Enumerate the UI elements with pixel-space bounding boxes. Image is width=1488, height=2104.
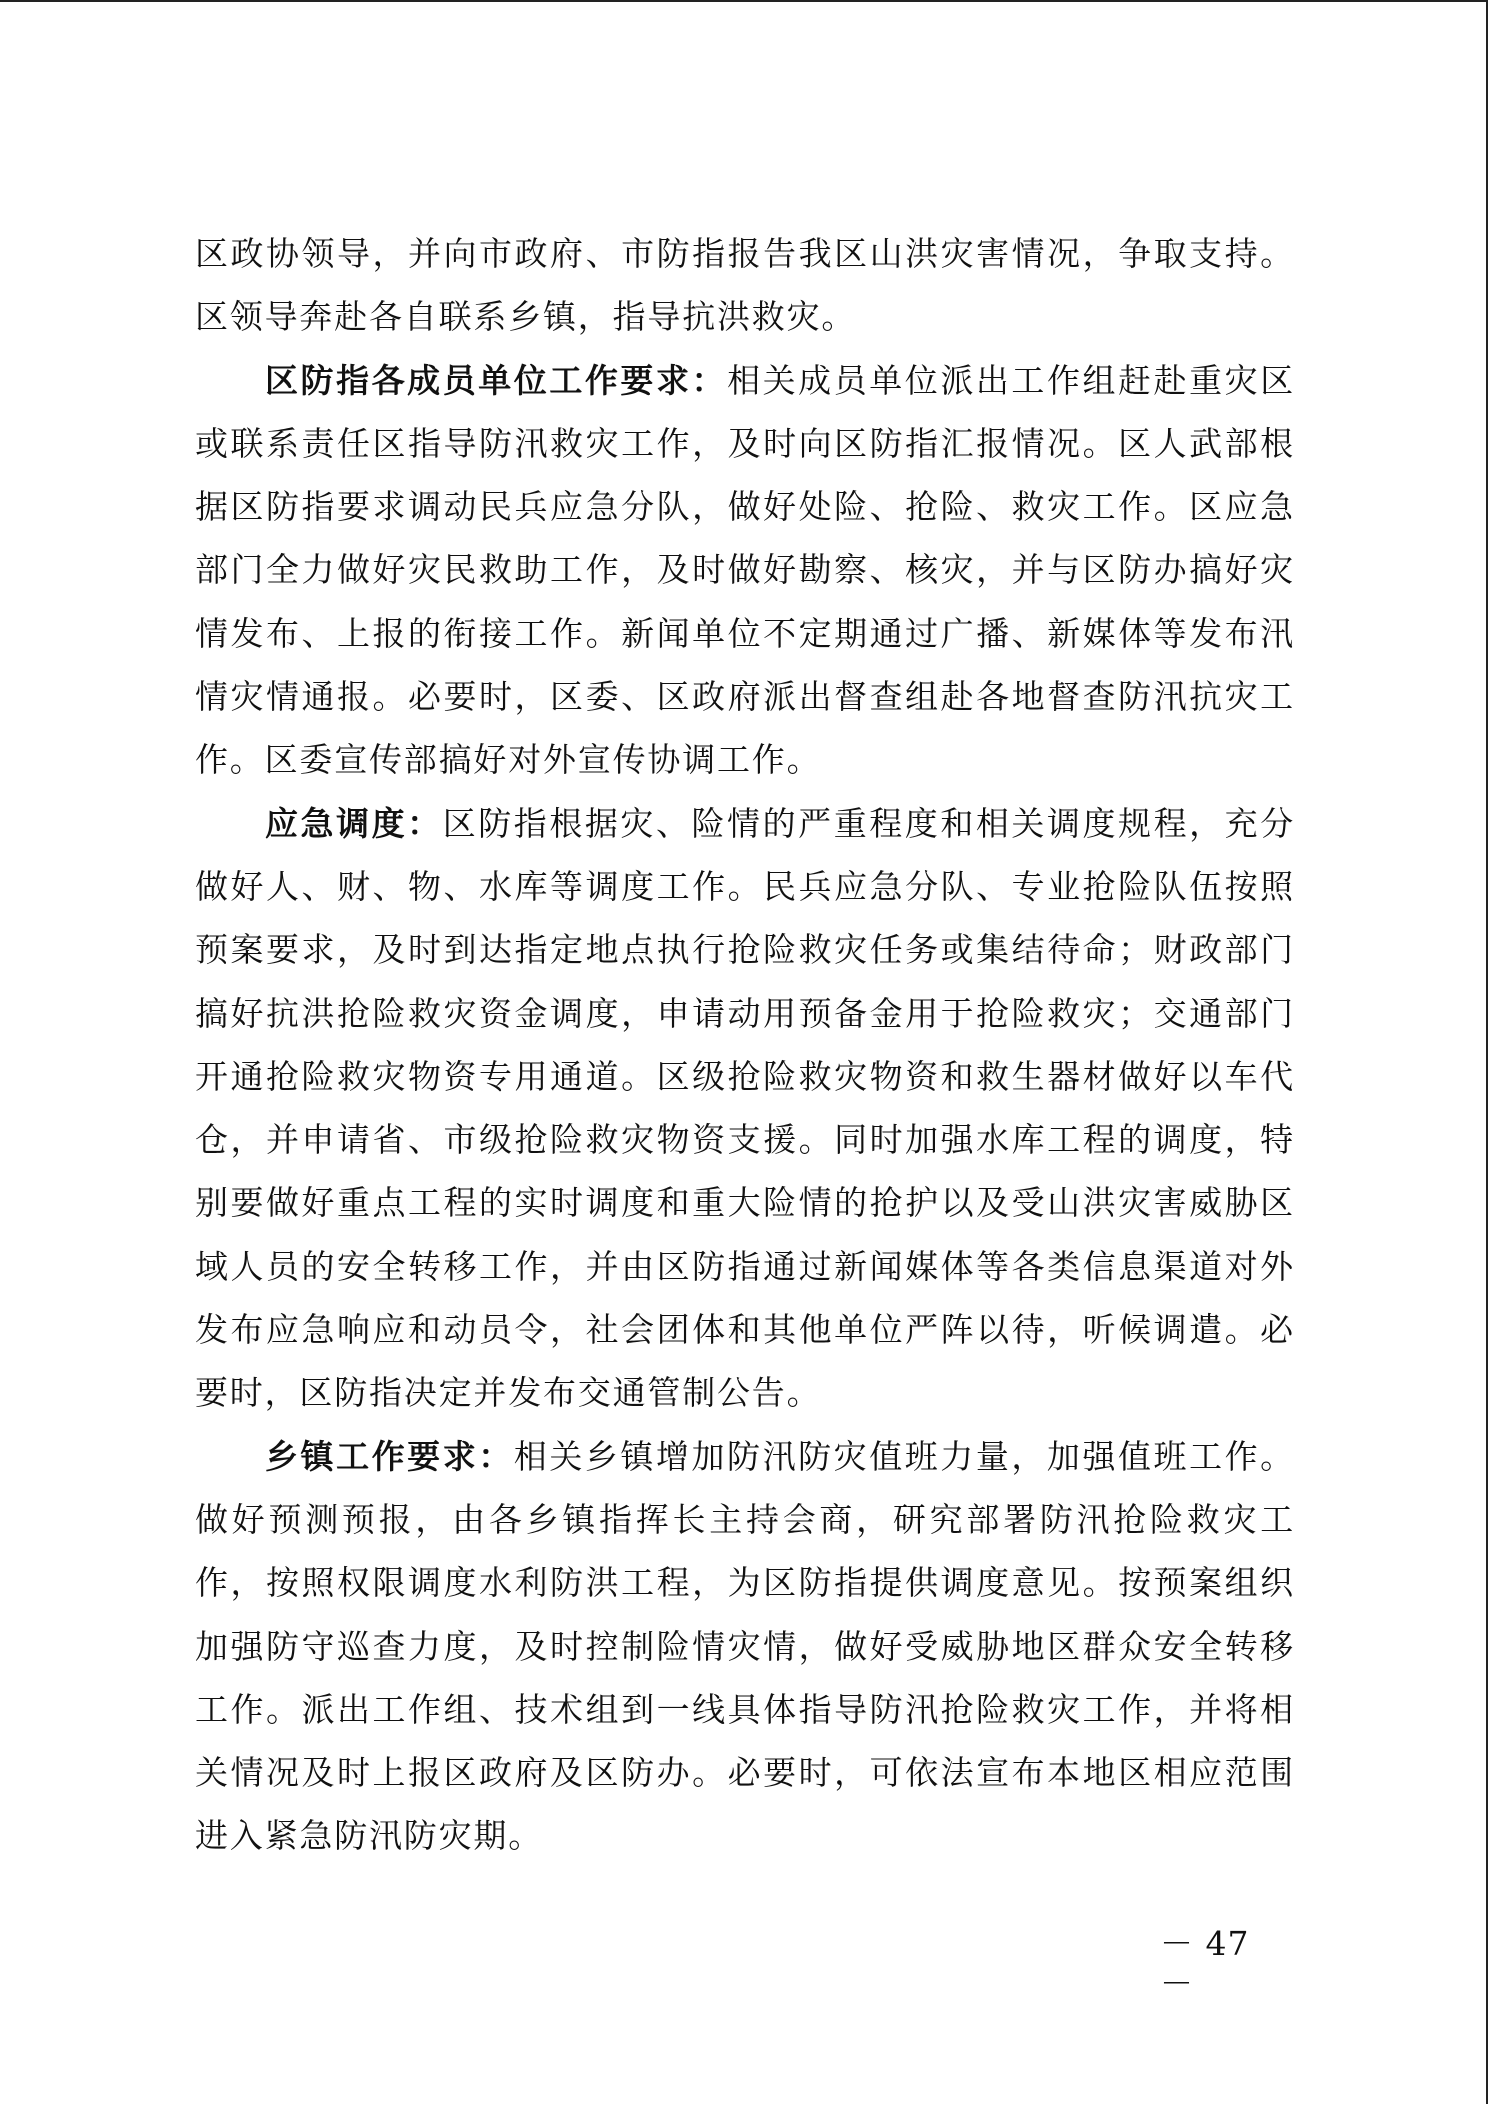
paragraph-text: 区政协领导，并向市政府、市防指报告我区山洪灾害情况，争取支持。区领导奔赴各自联系乡镇，指导抗洪救灾。 — [195, 234, 1295, 337]
page-number: － 47 － — [1160, 1924, 1250, 2003]
paragraph-heading: 应急调度： — [265, 803, 443, 843]
paragraph-township-requirements — [195, 1425, 1295, 1868]
document-body — [195, 222, 1295, 1868]
paragraph-continuation — [195, 222, 1295, 349]
paragraph-heading: 区防指各成员单位工作要求： — [265, 360, 728, 400]
paragraph-text: 区防指根据灾、险情的严重程度和相关调度规程，充分做好人、财、物、水库等调度工作。民兵应急分队、专业抢险队伍按照预案要求，及时到达指定地点执行抢险救灾任务或集结待命；财政部门搞好抗洪抢险救灾资金调度，申请动用预备金用于抢险救灾；交通部门开通抢险救灾物资专用通道。区级抢险救灾物资和救生器材做好以车代仓，并申请省、市级抢险救灾物资支援。同时加强水库工程的调度，特别要做好重点工程的实时调度和重大险情的抢护以及受山洪灾害威胁区域人员的安全转移工作，并由区防指通过新闻媒体等各类信息渠道对外发布应急响应和动员令，社会团体和其他单位严阵以待，听候调遣。必要时，区防指决定并发布交通管制公告。 — [195, 803, 1296, 1413]
paragraph-member-units — [195, 349, 1295, 792]
paragraph-text: 相关乡镇增加防汛防灾值班力量，加强值班工作。做好预测预报，由各乡镇指挥长主持会商，研究部署防汛抢险救灾工作，按照权限调度水利防洪工程，为区防指提供调度意见。按预案组织加强防守巡查力度，及时控制险情灾情，做好受威胁地区群众安全转移工作。派出工作组、技术组到一线具体指导防汛抢险救灾工作，并将相关情况及时上报区政府及区防办。必要时，可依法宣布本地区相应范围进入紧急防汛防灾期。 — [195, 1436, 1295, 1856]
paragraph-heading: 乡镇工作要求： — [265, 1436, 514, 1476]
paragraph-emergency-dispatch — [195, 792, 1295, 1425]
paragraph-text: 相关成员单位派出工作组赶赴重灾区或联系责任区指导防汛救灾工作，及时向区防指汇报情况。区人武部根据区防指要求调动民兵应急分队，做好处险、抢险、救灾工作。区应急部门全力做好灾民救助工作，及时做好勘察、核灾，并与区防办搞好灾情发布、上报的衔接工作。新闻单位不定期通过广播、新媒体等发布汛情灾情通报。必要时，区委、区政府派出督查组赴各地督查防汛抗灾工作。区委宣传部搞好对外宣传协调工作。 — [195, 360, 1295, 780]
page-border-top — [0, 0, 1488, 2]
